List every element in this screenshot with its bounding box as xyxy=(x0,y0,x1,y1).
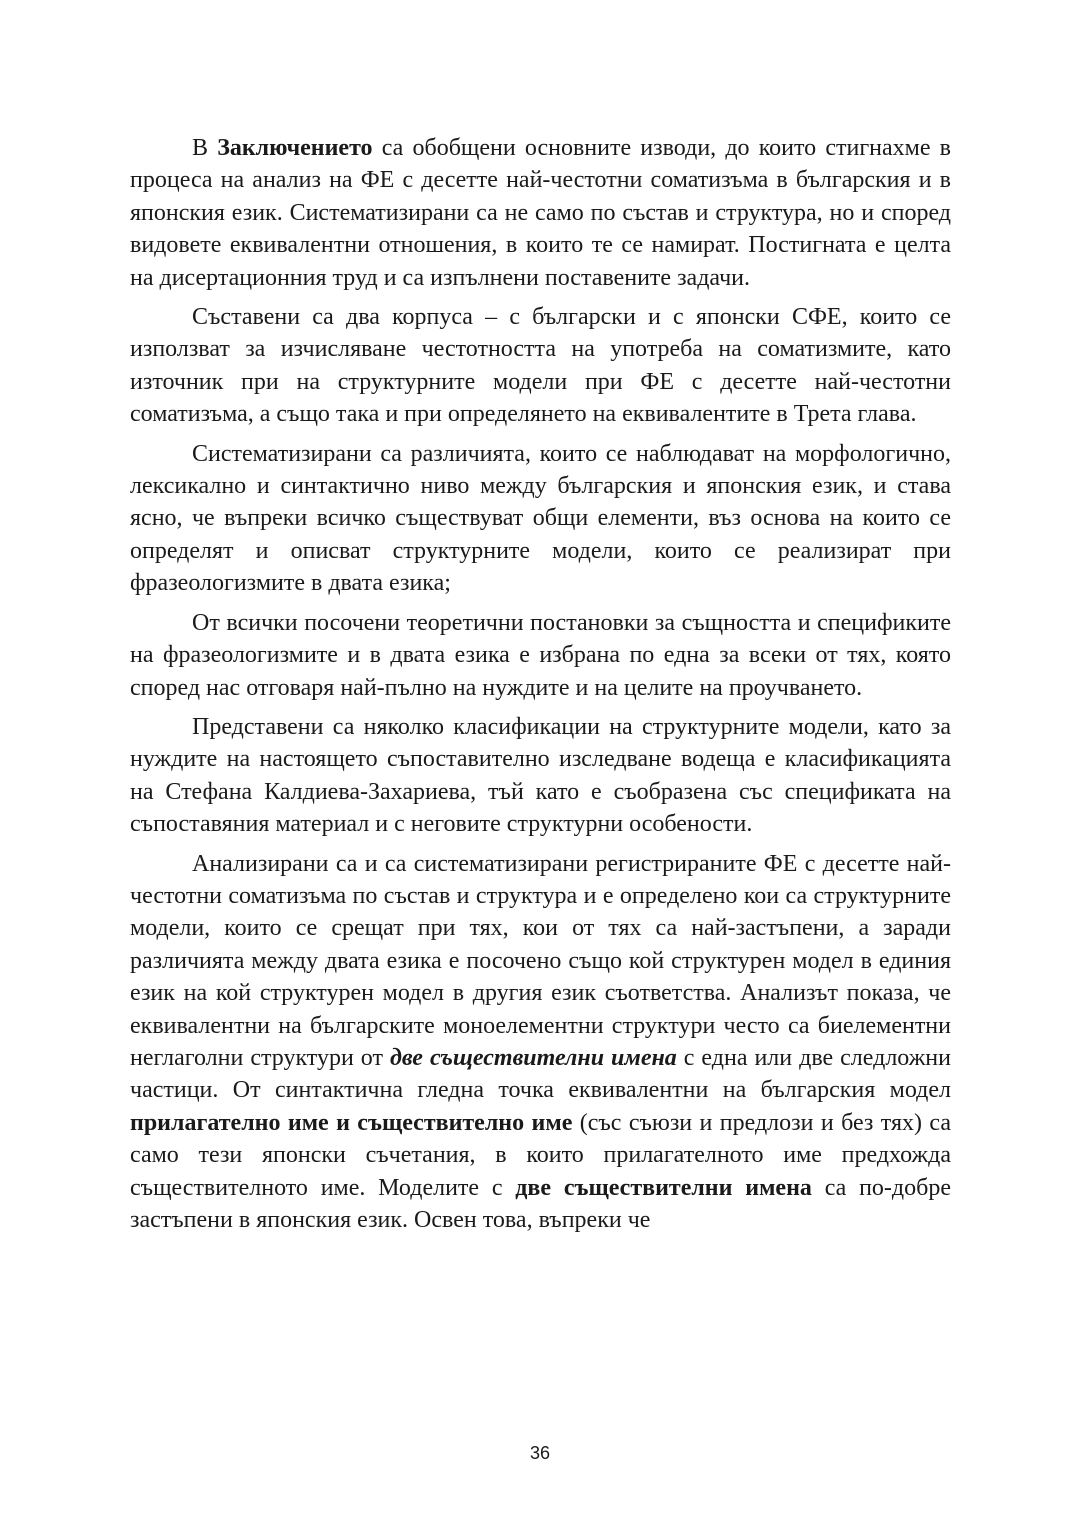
paragraph-corpora xyxy=(130,301,951,431)
text-run: с една или две следложни частици. От синтактична гледна точка еквивалентни на българския модел xyxy=(130,1044,951,1104)
page-number: 36 xyxy=(529,1443,551,1463)
paragraph-analysis xyxy=(130,848,951,1237)
text-run: Представени са няколко класификации на структурните модели, като за нуждите на настоящето съпоставително изследване водеща е класификацията на Стефана Калдиева-Захариева, тъй като е съобразена със спецификата на съпоставяния материал и с неговите структурни особености. xyxy=(130,713,951,838)
text-run: (със съюзи и предлози и без тях) са само тези японски съчетания, в които прилагателното име предхожда съществителното име. Моделите с xyxy=(130,1109,951,1201)
bold-term-conclusion: Заключението xyxy=(217,135,373,161)
paragraph-theories xyxy=(130,607,951,704)
bold-italic-term-two-nouns: две съществителни имена xyxy=(389,1044,677,1071)
text-run: са по-добре застъпени в японския език. Освен това, въпреки че xyxy=(130,1174,951,1233)
text-run: са обобщени основните изводи, до които стигнахме в процеса на анализ на ФЕ с десетте най-честотни соматизъма в българския и в японския език. Систематизирани са не само по състав и структура, но и според видовете еквивалентни отношения, в които те се намират. Постигната е целта на дисертационния труд и са изпълнени поставените задачи. xyxy=(130,135,951,291)
text-run: От всички посочени теоретични постановки за същността и спецификите на фразеологизмите и в двата езика е избрана по една за всеки от тях, която според нас отговаря най-пълно на нуждите и на целите на проучването. xyxy=(130,609,951,701)
paragraph-conclusion-intro xyxy=(130,132,951,294)
bold-term-two-nouns: две съществителни имена xyxy=(515,1174,812,1201)
paragraph-differences xyxy=(130,438,951,600)
text-run: Съставени са два корпуса – с български и с японски СФЕ, които се използват за изчисляване честотността на употреба на соматизмите, като източник при на структурните модели при ФЕ с десетте най-честотни соматизъма, а също така и при определянето на еквивалентите в Трета глава. xyxy=(130,304,951,428)
text-run: Систематизирани са различията, които се наблюдават на морфологично, лексикално и синтактично ниво между българския и японския език, и става ясно, че въпреки всичко съществуват общи елементи, въз основа на които се определят и описват структурните модели, които се реализират при фразеологизмите в двата езика; xyxy=(130,440,951,597)
text-run: Анализирани са и са систематизирани регистрираните ФЕ с десетте най-честотни соматизъма по състав и структура и е определено кои са структурните модели, които се срещат при тях, кои от тях са най-застъпени, а заради различията между двата езика е посочено също кой структурен модел в единия език на кой структурен модел в другия език съответства. Анализът показа, че еквивалентни на българските моноелементни структури често са биелементни неглаголни структури от xyxy=(130,850,951,1071)
main-text xyxy=(130,132,951,1236)
text-run: В xyxy=(192,135,218,161)
bold-term-adjective-noun: прилагателно име и съществително име xyxy=(130,1109,573,1136)
paragraph-classifications xyxy=(130,711,951,841)
